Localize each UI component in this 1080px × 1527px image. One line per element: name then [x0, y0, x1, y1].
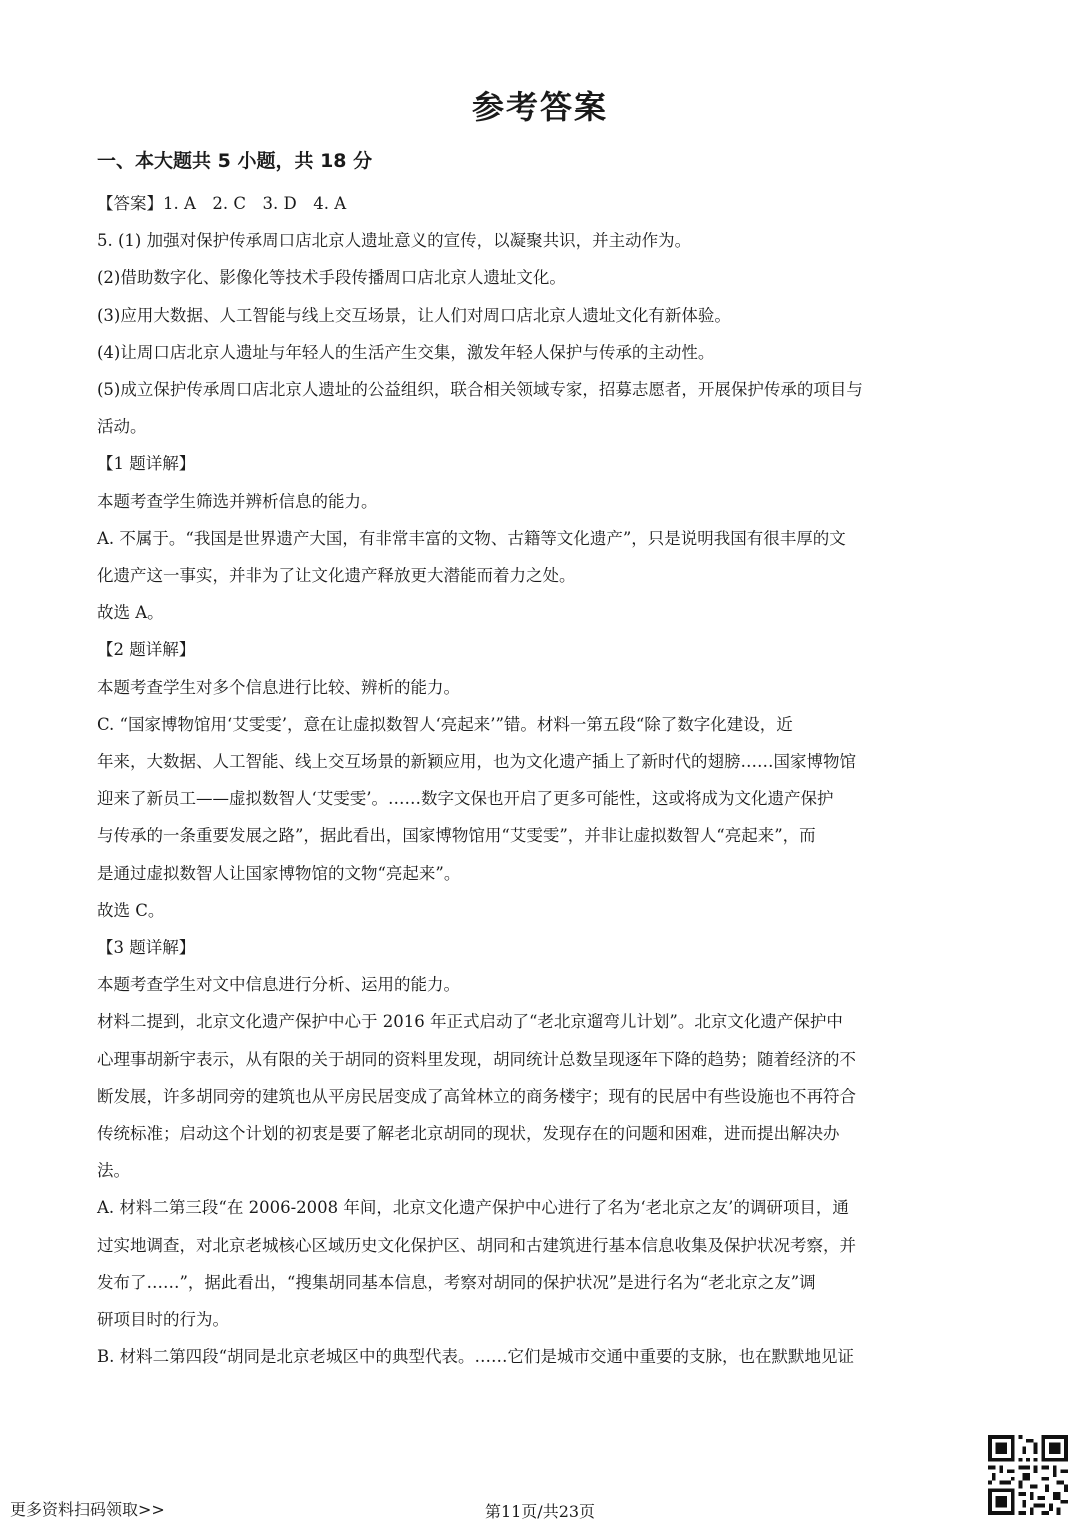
text-line: (4)让周口店北京人遗址与年轻人的生活产生交集，激发年轻人保护与传承的主动性。: [97, 342, 715, 362]
text-line: 与传承的一条重要发展之路”，据此看出，国家博物馆用“艾雯雯”，并非让虚拟数智人“亮起来”，而: [97, 826, 816, 846]
text-line: C. “国家博物馆用‘艾雯雯’，意在让虚拟数智人‘亮起来’”错。材料一第五段“除了数字化建设，近: [97, 714, 793, 734]
text-line: 故选 A。: [97, 603, 164, 623]
text-line: 心理事胡新宇表示，从有限的关于胡同的资料里发现，胡同统计总数呈现逐年下降的趋势；随着经济的不: [97, 1049, 856, 1069]
text-line: 故选 C。: [97, 900, 165, 920]
text-line: 是通过虚拟数智人让国家博物馆的文物“亮起来”。: [97, 863, 461, 883]
text-line: 法。: [97, 1161, 130, 1181]
text-line: 年来，大数据、人工智能、线上交互场景的新颖应用，也为文化遗产插上了新时代的翅膀……国家博物馆: [97, 752, 856, 772]
text-line: B. 材料二第四段“胡同是北京老城区中的典型代表。……它们是城市交通中重要的支脉，也在默默地见证: [97, 1347, 855, 1367]
text-line: (3)应用大数据、人工智能与线上交互场景，让人们对周口店北京人遗址文化有新体验。: [97, 305, 731, 325]
page-title: 参考答案: [471, 88, 608, 126]
text-line: 迎来了新员工——虚拟数智人‘艾雯雯’。……数字文保也开启了更多可能性，这或将成为文化遗产保护: [97, 789, 834, 809]
page-number: 第11页/共23页: [484, 1502, 596, 1521]
text-line: 化遗产这一事实，并非为了让文化遗产释放更大潜能而着力之处。: [97, 566, 576, 586]
text-line: 本题考查学生对文中信息进行分析、运用的能力。: [97, 975, 460, 995]
more-resources-link[interactable]: 更多资料扫码领取>>: [10, 1500, 165, 1519]
text-line: 过实地调查，对北京老城核心区域历史文化保护区、胡同和古建筑进行基本信息收集及保护状况考察，并: [97, 1235, 856, 1255]
text-line: (2)借助数字化、影像化等技术手段传播周口店北京人遗址文化。: [97, 268, 566, 288]
answer-body: [97, 185, 987, 1376]
text-line: 活动。: [97, 417, 147, 437]
section-heading: 一、本大题共 5 小题，共 18 分: [97, 150, 373, 172]
text-line: 传统标准；启动这个计划的初衷是要了解老北京胡同的现状，发现存在的问题和困难，进而提出解决办: [97, 1124, 840, 1144]
text-line: 发布了……”，据此看出，“搜集胡同基本信息，考察对胡同的保护状况”是进行名为“老北京之友”调: [97, 1272, 816, 1292]
text-line: 【答案】1. A 2. C 3. D 4. A: [97, 194, 347, 213]
text-line: 材料二提到，北京文化遗产保护中心于 2016 年正式启动了“老北京遛弯儿计划”。北京文化遗产保护中: [97, 1012, 843, 1032]
text-line: 本题考查学生对多个信息进行比较、辨析的能力。: [97, 677, 460, 697]
text-line: A. 不属于。“我国是世界遗产大国，有非常丰富的文物、古籍等文化遗产”，只是说明我国有很丰厚的文: [97, 528, 846, 548]
text-line: 研项目时的行为。: [97, 1310, 229, 1330]
text-line: 5. (1) 加强对保护传承周口店北京人遗址意义的宣传，以凝聚共识，并主动作为。: [97, 231, 692, 251]
text-line: 本题考查学生筛选并辨析信息的能力。: [97, 491, 378, 511]
text-line: (5)成立保护传承周口店北京人遗址的公益组织，联合相关领域专家，招募志愿者，开展保护传承的项目与: [97, 380, 863, 400]
text-line: 【3 题详解】: [97, 938, 196, 958]
text-line: 【2 题详解】: [97, 640, 196, 660]
text-line: A. 材料二第三段“在 2006-2008 年间，北京文化遗产保护中心进行了名为‘老北京之友’的调研项目，通: [97, 1198, 849, 1218]
text-line: 【1 题详解】: [97, 454, 196, 474]
text-line: 断发展，许多胡同旁的建筑也从平房民居变成了高耸林立的商务楼宇；现有的民居中有些设施也不再符合: [97, 1086, 856, 1106]
